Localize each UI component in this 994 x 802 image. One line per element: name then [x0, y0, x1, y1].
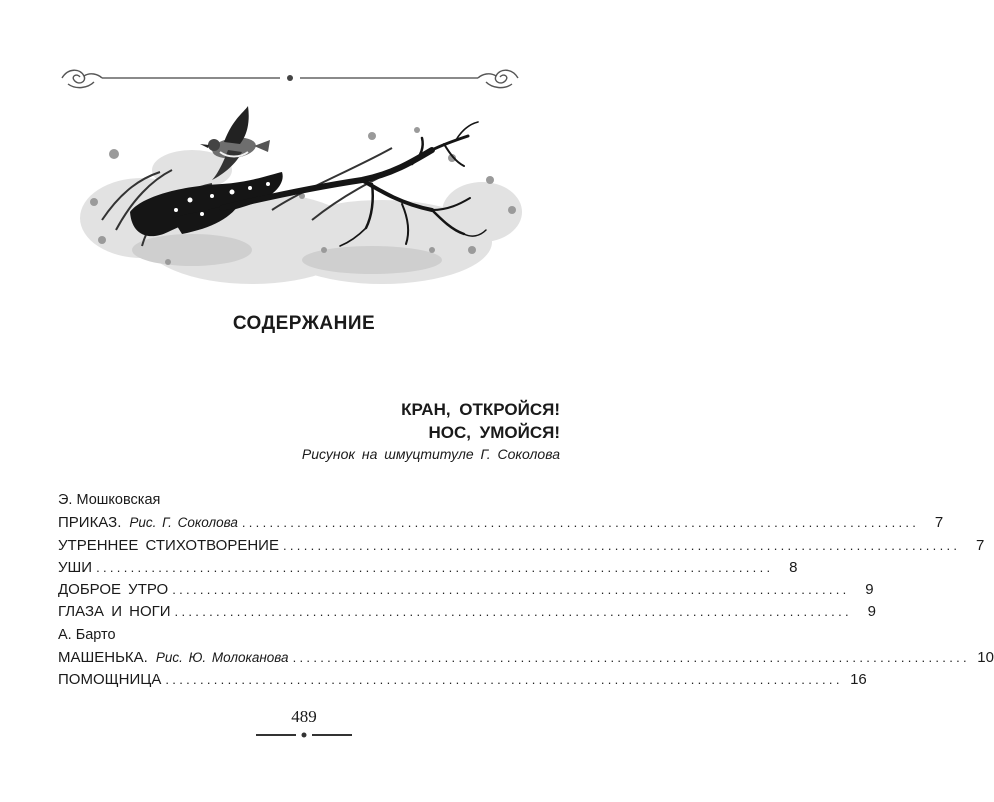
toc-entry-page: 10 [977, 649, 994, 666]
toc-entry-title: МАШЕНЬКА. [58, 649, 148, 666]
toc-entry-illustrator: Рис. Ю. Молоканова [155, 650, 289, 665]
toc-entry[interactable] [58, 649, 994, 667]
toc-entry-title: УТРЕННЕЕ СТИХОТВОРЕНИЕ [58, 537, 279, 554]
toc-entry-title: УШИ [58, 559, 93, 576]
section-title-line1: КРАН, ОТКРОЙСЯ! [401, 400, 560, 419]
toc-entry-page: 9 [865, 581, 874, 598]
bird-on-branch-illustration-icon [72, 100, 522, 290]
ornament-divider-icon [58, 62, 522, 94]
toc-entry[interactable] [58, 514, 944, 532]
toc-leader-dots: .................................................................................................. [172, 582, 850, 597]
section-subtitle: Рисунок на шмуцтитуле Г. Соколова [301, 446, 560, 462]
toc-entry[interactable] [58, 559, 798, 577]
toc-entry-page: 16 [850, 671, 867, 688]
toc-entry[interactable] [58, 537, 985, 555]
author-name: Э. Мошковская [58, 492, 161, 508]
toc-leader-dots: .................................................................................................. [96, 560, 774, 575]
author-name: А. Барто [58, 627, 116, 643]
page-title: СОДЕРЖАНИЕ [232, 313, 376, 334]
toc-entry-page: 7 [975, 537, 985, 554]
toc-entry-page: 9 [867, 603, 876, 620]
toc-leader-dots: .................................................................................................. [165, 672, 843, 687]
toc-leader-dots: .................................................................................................. [292, 650, 970, 665]
toc-entry-illustrator: Рис. Г. Соколова [129, 515, 238, 530]
toc-leader-dots: .................................................................................................. [174, 604, 852, 619]
toc-entry-page: 8 [789, 559, 798, 576]
toc-entry-title: ПОМОЩНИЦА [58, 671, 162, 688]
toc-entry-title: ПРИКАЗ. [58, 514, 122, 531]
toc-leader-dots: .................................................................................................. [241, 515, 920, 530]
page-number: 489 [291, 707, 317, 726]
toc-entry[interactable] [58, 581, 874, 599]
toc-entry-title: ГЛАЗА И НОГИ [58, 603, 171, 620]
toc-entry[interactable] [58, 603, 876, 621]
toc-leader-dots: .................................................................................................. [282, 538, 961, 553]
page-number-ornament-icon [254, 730, 354, 740]
toc-entry-page: 7 [934, 514, 944, 531]
toc-entry-title: ДОБРОЕ УТРО [58, 581, 169, 598]
toc-entry[interactable] [58, 671, 867, 689]
section-title-line2: НОС, УМОЙСЯ! [428, 423, 560, 442]
